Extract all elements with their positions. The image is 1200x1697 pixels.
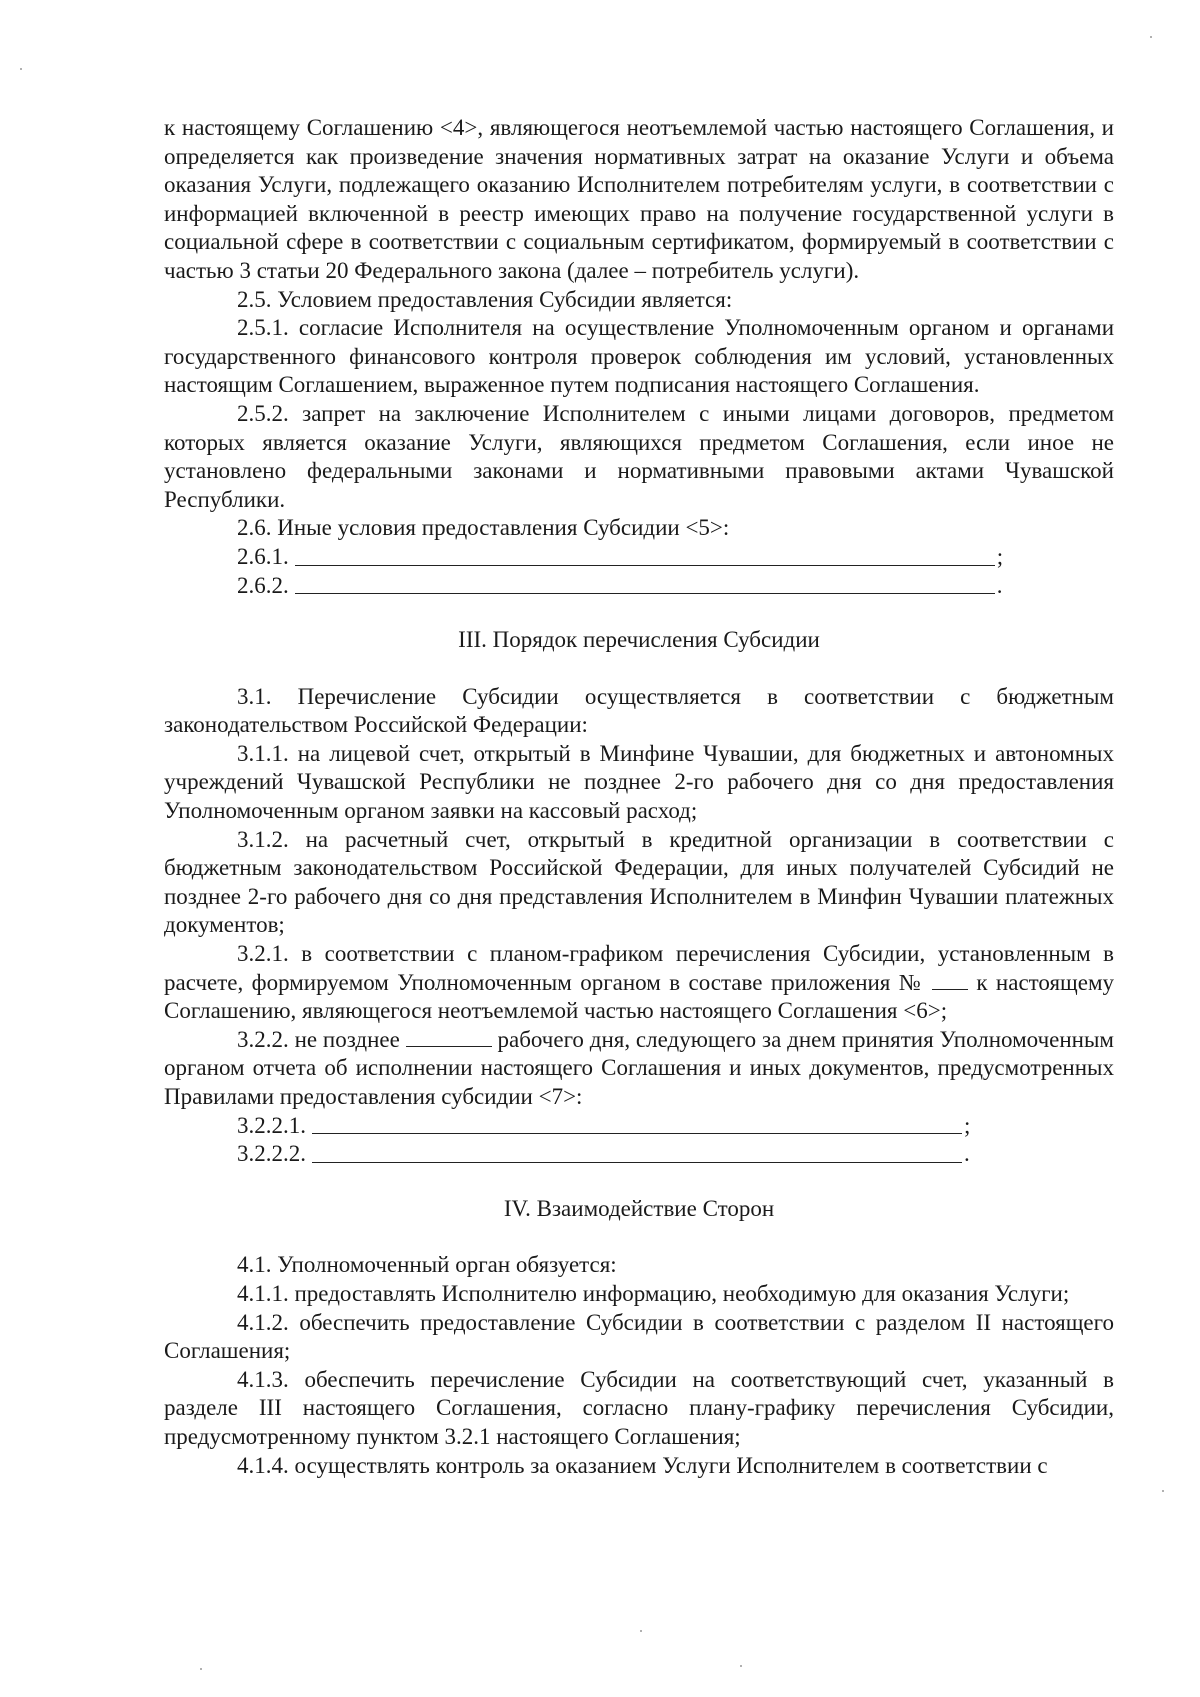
section-4-heading: IV. Взаимодействие Сторон xyxy=(503,1195,775,1221)
scan-speck xyxy=(1150,36,1152,38)
clause-3-2-1 xyxy=(164,940,1114,1026)
fill-in-line xyxy=(295,565,995,566)
clause-2-5-2: 2.5.2. запрет на заключение Исполнителем с иными лицами договоров, предметом которых является оказание Услуги, являющихся предметом Соглашения, если иное не установлено федеральными законами и нормативными правовыми актами Чувашской Республики. xyxy=(164,400,1114,512)
clause-number: 3.2.2.2. xyxy=(237,1141,306,1167)
clause-terminator: . xyxy=(996,572,1003,598)
clause-3-2-2-2-blank xyxy=(164,1140,1114,1169)
scan-speck xyxy=(1162,1490,1164,1492)
clause-number: 3.2.2.1. xyxy=(237,1112,306,1138)
day-number-blank xyxy=(406,1028,492,1047)
scan-speck xyxy=(640,1630,642,1632)
clause-4-1-2: 4.1.2. обеспечить предоставление Субсидии в соответствии с разделом II настоящего Соглашения; xyxy=(164,1309,1114,1364)
clause-2-6-2-blank xyxy=(164,572,1114,601)
clause-3-2-2-text-a: 3.2.2. не позднее xyxy=(237,1026,400,1052)
clause-3-1-2: 3.1.2. на расчетный счет, открытый в кредитной организации в соответствии с бюджетным законодательством Российской Федерации, для иных получателей Субсидий не позднее 2-го рабочего дня со дня представления Исполнителем в Минфин Чувашии платежных документов; xyxy=(164,826,1114,938)
appendix-number-blank xyxy=(932,971,968,990)
clause-terminator: . xyxy=(964,1141,970,1167)
clause-2-6-1-blank xyxy=(164,543,1114,572)
clause-number: 2.6.2. xyxy=(237,572,289,598)
clause-number: 2.6.1. xyxy=(237,543,289,569)
clause-2-5: 2.5. Условием предоставления Субсидии является: xyxy=(237,286,733,312)
paragraph-intro: к настоящему Соглашению <4>, являющегося неотъемлемой частью настоящего Соглашения, и определяется как произведение значения нормативных затрат на оказание Услуги и объема оказания Услуги, подлежащего оказанию Исполнителем потребителям услуги, в соответствии с информацией включенной в реестр имеющих право на получение государственной услуги в социальной сфере в соответствии с социальным сертификатом, формируемый в соответствии с частью 3 статьи 20 Федерального закона (далее – потребитель услуги). xyxy=(164,115,1114,283)
clause-3-2-1-text-b: к настоящему Соглашению, являющегося неотъемлемой частью настоящего Соглашения <6>; xyxy=(164,969,1115,1024)
document-page xyxy=(164,114,1114,1480)
fill-in-line xyxy=(295,593,995,594)
clause-terminator: ; xyxy=(964,1112,971,1138)
clause-3-2-2-1-blank xyxy=(164,1112,1114,1141)
fill-in-line xyxy=(312,1162,962,1163)
clause-3-2-1-text-a: 3.2.1. в соответствии с планом-графиком перечисления Субсидии, установленным в расчете, формируемом Уполномоченным органом в составе приложения № xyxy=(164,941,1114,995)
clause-3-2-2-text-b: рабочего дня, следующего за днем принятия Уполномоченным органом отчета об исполнении настоящего Соглашения и иных документов, предусмотренных Правилами предоставления субсидии <7>: xyxy=(164,1026,1114,1109)
scan-speck xyxy=(200,1668,202,1670)
scan-speck xyxy=(740,1665,742,1667)
clause-4-1-3: 4.1.3. обеспечить перечисление Субсидии на соответствующий счет, указанный в разделе III настоящего Соглашения, согласно плану-графику перечисления Субсидии, предусмотренному пунктом 3.2.1 настоящего Соглашения; xyxy=(164,1366,1114,1449)
clause-2-5-1: 2.5.1. согласие Исполнителя на осуществление Уполномоченным органом и органами государственного финансового контроля проверок соблюдения им условий, установленных настоящим Соглашением, выраженное путем подписания настоящего Соглашения. xyxy=(164,315,1114,398)
clause-2-6: 2.6. Иные условия предоставления Субсидии <5>: xyxy=(237,515,730,541)
clause-4-1-4: 4.1.4. осуществлять контроль за оказанием Услуги Исполнителем в соответствии с xyxy=(237,1452,1048,1478)
clause-3-1: 3.1. Перечисление Субсидии осуществляется в соответствии с бюджетным законодательством Российской Федерации: xyxy=(164,683,1114,738)
clause-3-1-1: 3.1.1. на лицевой счет, открытый в Минфине Чувашии, для бюджетных и автономных учреждений Чувашской Республики не позднее 2-го рабочего дня со дня предоставления Уполномоченным органом заявки на кассовый расход; xyxy=(164,740,1114,824)
clause-4-1-1: 4.1.1. предоставлять Исполнителю информацию, необходимую для оказания Услуги; xyxy=(237,1280,1070,1306)
section-3-heading: III. Порядок перечисления Субсидии xyxy=(458,627,820,653)
fill-in-line xyxy=(312,1133,962,1134)
clause-terminator: ; xyxy=(996,543,1004,569)
scan-speck xyxy=(20,68,22,70)
clause-4-1: 4.1. Уполномоченный орган обязуется: xyxy=(237,1252,617,1278)
clause-3-2-2 xyxy=(164,1026,1114,1112)
